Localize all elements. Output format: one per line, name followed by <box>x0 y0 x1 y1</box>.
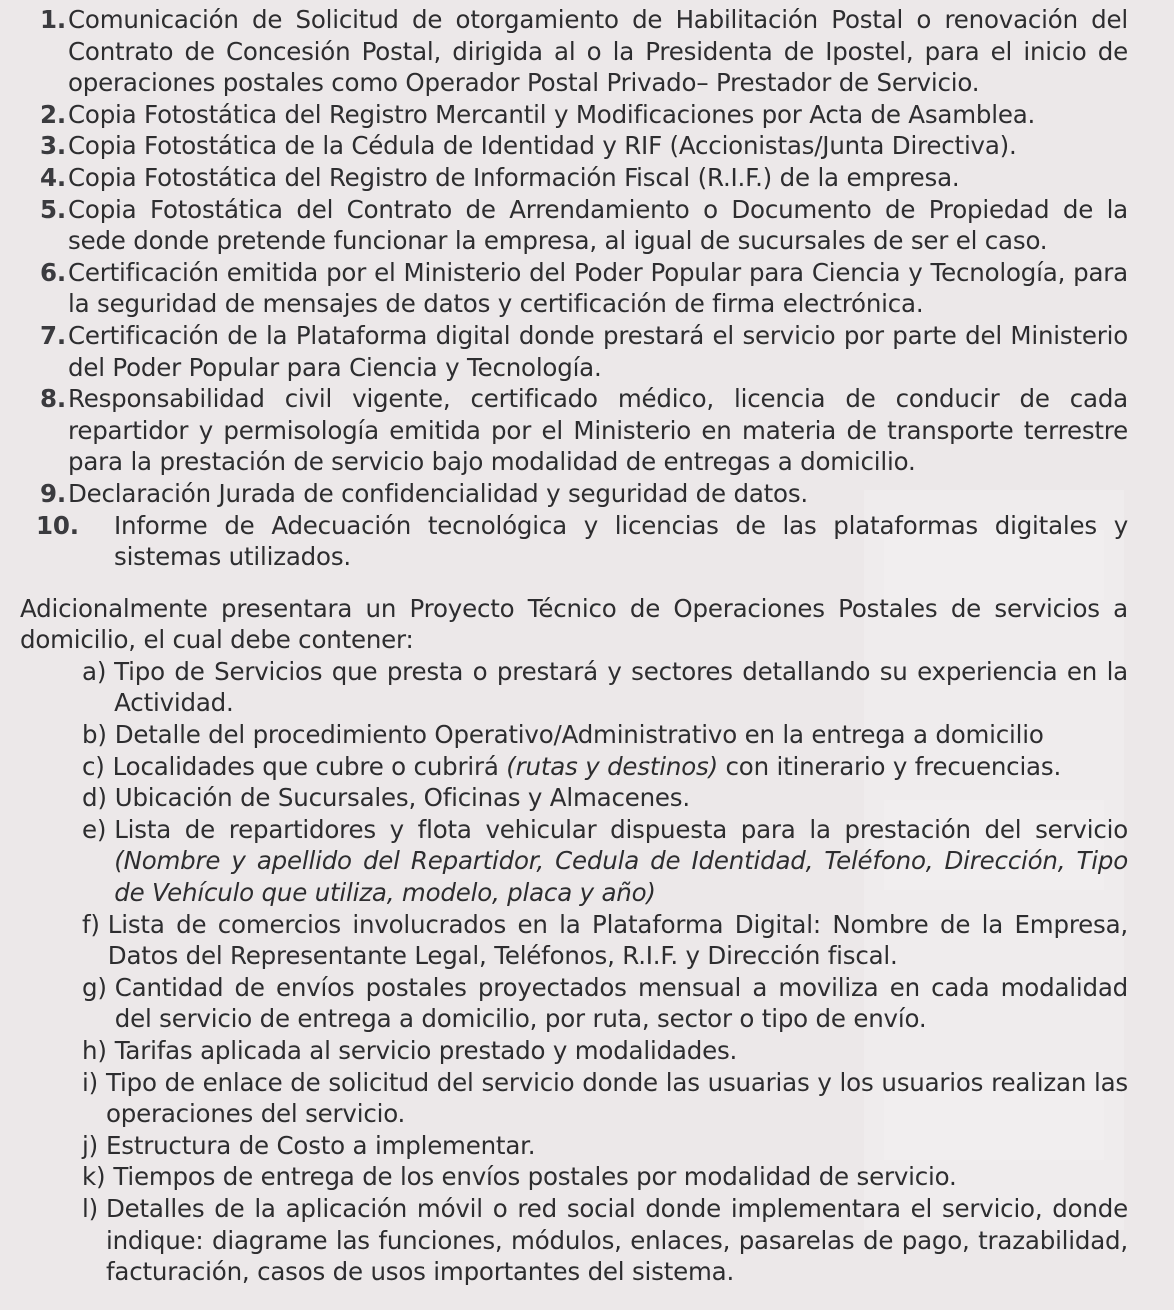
subitem-text-pre: Localidades que cubre o cubrirá <box>112 751 507 781</box>
requirement-item <box>20 99 1128 131</box>
subitem-label: a) <box>82 656 107 686</box>
subitem-label: g) <box>82 972 107 1002</box>
subitem-text: Tarifas aplicada al servicio prestado y modalidades. <box>114 1036 738 1065</box>
subitem-label: f) <box>82 909 100 939</box>
subitem <box>82 1161 1128 1193</box>
subitem-label: e) <box>82 814 107 844</box>
subitem-text: Lista de comercios involucrados en la Plataforma Digital: Nombre de la Empresa, Datos del Representante Legal, Teléfonos, R.I.F. y Dirección fiscal. <box>107 909 1128 971</box>
subitem-text: Detalles de la aplicación móvil o red social donde implementara el servicio, donde indique: diagrame las funciones, módulos, enlaces, pasarelas de pago, trazabilidad, facturación, casos de usos importantes del sistema. <box>105 1193 1128 1287</box>
subitem-text-post: con itinerario y frecuencias. <box>717 751 1062 781</box>
item-number: 10. <box>36 510 79 540</box>
item-number: 3. <box>40 131 66 161</box>
subitem-text <box>114 814 1128 909</box>
item-text: Responsabilidad civil vigente, certificado médico, licencia de conducir de cada repartidor y permisología emitida por el Ministerio en materia de transporte terrestre para la prestación de servicio bajo modalidad de entregas a domicilio. <box>68 384 1128 477</box>
subitem-label: c) <box>82 751 105 781</box>
item-text: Certificación de la Plataforma digital donde prestará el servicio por parte del Ministerio del Poder Popular para Ciencia y Tecnología. <box>68 320 1128 382</box>
intro-paragraph: Adicionalmente presentara un Proyecto Técnico de Operaciones Postales de servicios a domicilio, el cual debe contener: <box>20 593 1128 655</box>
item-number: 2. <box>40 99 66 129</box>
item-text: Informe de Adecuación tecnológica y licencias de las plataformas digitales y sistemas utilizados. <box>114 510 1128 572</box>
item-number: 9. <box>40 478 66 508</box>
item-number: 5. <box>40 194 66 224</box>
item-text: Certificación emitida por el Ministerio del Poder Popular para Ciencia y Tecnología, para la seguridad de mensajes de datos y certificación de firma electrónica. <box>68 257 1128 319</box>
subitem <box>82 909 1128 972</box>
subitem <box>82 814 1128 909</box>
subitem-label: k) <box>82 1162 106 1192</box>
item-text: Copia Fotostática del Contrato de Arrendamiento o Documento de Propiedad de la sede donde pretende funcionar la empresa, al igual de sucursales de ser el caso. <box>68 194 1128 256</box>
subitem <box>82 656 1128 719</box>
requirement-item <box>20 194 1128 257</box>
subitem <box>82 751 1128 783</box>
subitem <box>82 1035 1128 1067</box>
item-number: 4. <box>40 162 66 192</box>
subitem-text-italic: (Nombre y apellido del Repartidor, Cedula de Identidad, Teléfono, Dirección, Tipo de Vehículo que utiliza, modelo, placa y año) <box>114 846 1128 908</box>
requirement-item <box>20 130 1128 162</box>
subitem-text <box>113 751 1128 783</box>
subitem-text: Cantidad de envíos postales proyectados mensual a moviliza en cada modalidad del servicio de entrega a domicilio, por ruta, sector o tipo de envío. <box>114 972 1128 1034</box>
subitem <box>82 719 1128 751</box>
subitem-text: Estructura de Costo a implementar. <box>105 1130 536 1160</box>
requirement-item <box>20 257 1128 320</box>
item-text: Copia Fotostática de la Cédula de Identidad y RIF (Accionistas/Junta Directiva). <box>68 131 1017 161</box>
subitem-label: i) <box>82 1067 98 1097</box>
subitem-label: j) <box>82 1130 98 1160</box>
requirements-list <box>20 4 1128 573</box>
requirement-item <box>20 510 1128 573</box>
item-number: 7. <box>40 320 66 350</box>
subitem-text-italic: (rutas y destinos) <box>506 751 718 781</box>
document-body <box>20 4 1128 1288</box>
item-number: 8. <box>40 384 66 414</box>
requirement-item <box>20 478 1128 510</box>
subitem-label: b) <box>82 720 107 750</box>
item-text: Copia Fotostática del Registro de Información Fiscal (R.I.F.) de la empresa. <box>68 162 960 192</box>
subitem <box>82 1067 1128 1130</box>
subitem-text: Detalle del procedimiento Operativo/Administrativo en la entrega a domicilio <box>114 720 1044 750</box>
subitem-label: d) <box>82 783 107 813</box>
subitem <box>82 1130 1128 1162</box>
subitem-label: l) <box>82 1193 98 1223</box>
subitem <box>82 972 1128 1035</box>
subitem-text: Tipo de enlace de solicitud del servicio donde las usuarias y los usuarios realizan las operaciones del servicio. <box>105 1067 1128 1129</box>
item-text: Declaración Jurada de confidencialidad y seguridad de datos. <box>68 478 808 508</box>
project-contents-list <box>20 656 1128 1288</box>
requirement-item <box>20 4 1128 99</box>
subitem-text-pre: Lista de repartidores y flota vehicular dispuesta para la prestación del servicio <box>114 814 1128 844</box>
requirement-item <box>20 320 1128 383</box>
item-number: 6. <box>40 257 66 287</box>
subitem-label: h) <box>82 1036 107 1065</box>
subitem-text: Tipo de Servicios que presta o prestará y sectores detallando su experiencia en la Actividad. <box>114 656 1128 718</box>
requirement-item <box>20 383 1128 478</box>
item-number: 1. <box>40 5 66 34</box>
subitem-text: Tiempos de entrega de los envíos postales por modalidad de servicio. <box>113 1162 957 1192</box>
item-text: Comunicación de Solicitud de otorgamiento de Habilitación Postal o renovación del Contrato de Concesión Postal, dirigida al o la Presidenta de Ipostel, para el inicio de operaciones postales como Operador Postal Privado– Prestador de Servicio. <box>68 5 1128 98</box>
subitem <box>82 1193 1128 1288</box>
subitem-text: Ubicación de Sucursales, Oficinas y Almacenes. <box>114 783 690 813</box>
requirement-item <box>20 162 1128 194</box>
item-text: Copia Fotostática del Registro Mercantil y Modificaciones por Acta de Asamblea. <box>68 99 1036 129</box>
subitem <box>82 782 1128 814</box>
